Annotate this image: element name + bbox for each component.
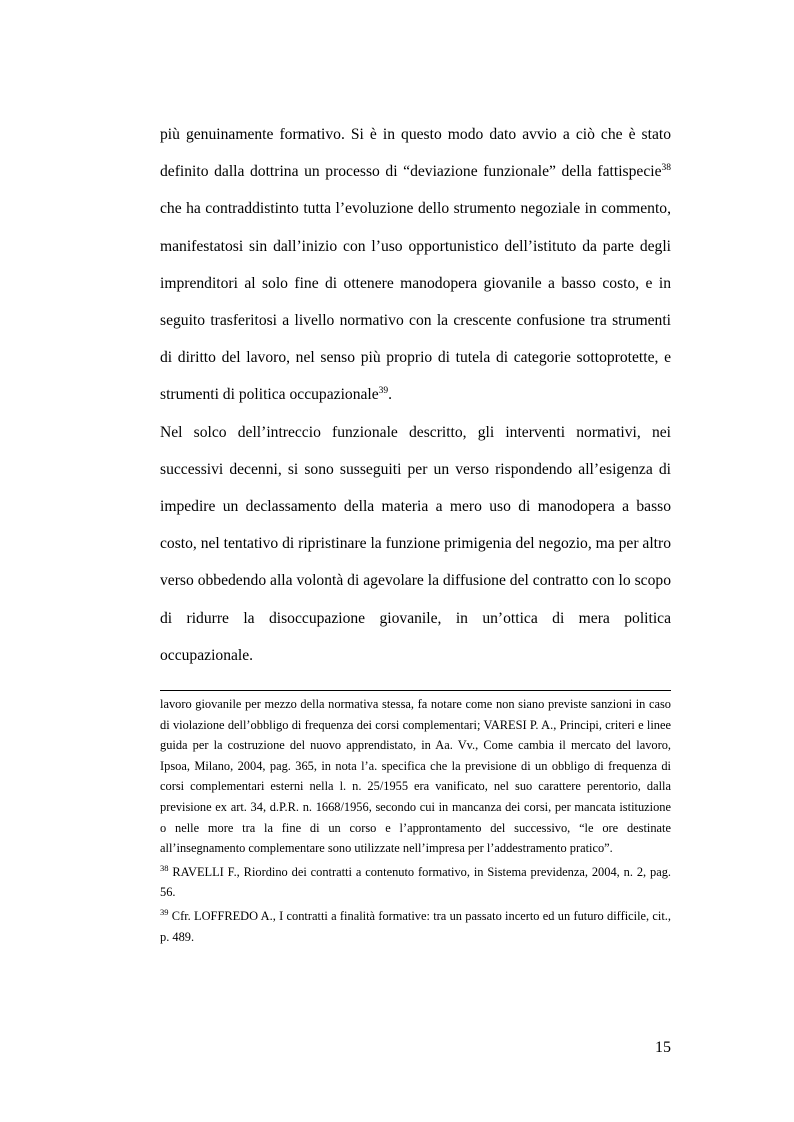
paragraph-2: Nel solco dell’intreccio funzionale descritto, gli interventi normativi, nei successivi decenni, si sono susseguiti per un verso rispondendo all’esigenza di impedire un declassamento della materia a mero uso di manodopera a basso costo, nel tentativo di ripristinare la funzione primigenia del negozio, ma per altro verso obbedendo alla volontà di agevolare la diffusione del contratto con lo scopo di ridurre la disoccupazione giovanile, in un’ottica di mera politica occupazionale. — [160, 423, 671, 664]
footnote-ref-39[interactable]: 39 — [378, 386, 389, 397]
footnote-continued: lavoro giovanile per mezzo della normativa stessa, fa notare come non siano previste sanzioni in caso di violazione dell’obbligo di frequenza dei corsi complementari; VARESI P. A., Principi, criteri e linee guida per la costruzione del nuovo apprendistato, in Aa. Vv., Come cambia il mercato del lavoro, Ipsoa, Milano, 2004, pag. 365, in nota l’a. specifica che la previsione di un obbligo di frequenza di corsi complementari esterni nella l. n. 25/1955 era vanificato, nel suo carattere perentorio, dalla previsione ex art. 34, d.P.R. n. 1668/1956, secondo cui in mancanza dei corsi, per mancata istituzione o nelle more tra la fine di un corso e l’approntamento del successivo, “le ore destinate all’insegnamento complementare sono utilizzate nell’impresa per l’addestramento pratico”. — [160, 697, 671, 856]
footnote-ref-38[interactable]: 38 — [661, 163, 671, 174]
main-text — [160, 116, 671, 674]
paragraph-1 — [160, 116, 671, 414]
footnote-39 — [160, 906, 671, 947]
footnotes — [160, 694, 671, 950]
paragraph-1-text-c: . — [388, 386, 393, 404]
page-number: 15 — [655, 1039, 671, 1056]
footnote-number: 38 — [160, 862, 169, 873]
paragraph-1-text-a: più genuinamente formativo. Si è in questo modo dato avvio a ciò che è stato definito dalla dottrina un processo di “deviazione funzionale” della fattispecie — [160, 126, 671, 181]
footnote-separator — [160, 690, 671, 691]
footnote-text: Cfr. LOFFREDO A., I contratti a finalità formative: tra un passato incerto ed un futuro difficile, cit., p. 489. — [160, 908, 671, 944]
paragraph-1-text-b: che ha contraddistinto tutta l’evoluzione dello strumento negoziale in commento, manifestatosi sin dall’inizio con l’uso opportunistico dell’istituto da parte degli imprenditori al solo fine di ottenere manodopera giovanile a basso costo, e in seguito trasferitosi a livello normativo con la crescente confusione tra strumenti di diritto del lavoro, nel senso più proprio di tutela di categorie sottoprotette, e strumenti di politica occupazionale — [160, 200, 671, 404]
footnote-38 — [160, 862, 671, 903]
footnote-number: 39 — [160, 906, 169, 917]
footnote-text: RAVELLI F., Riordino dei contratti a contenuto formativo, in Sistema previdenza, 2004, n. 2, pag. 56. — [160, 864, 671, 900]
